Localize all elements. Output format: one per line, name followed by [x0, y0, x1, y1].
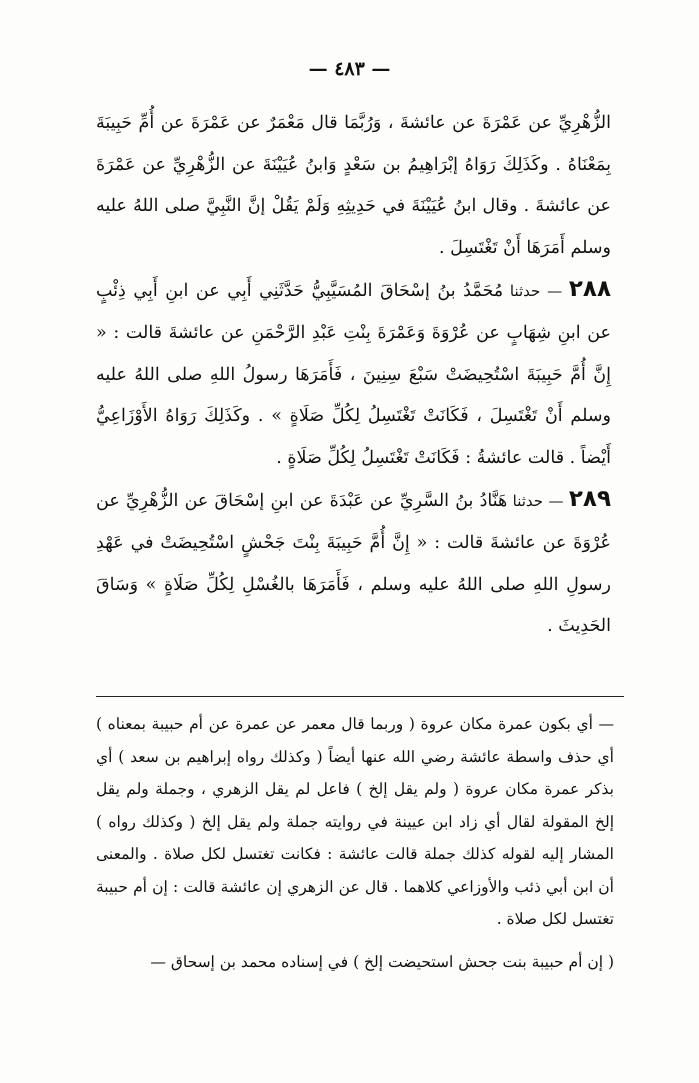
footnotes — [96, 708, 614, 978]
text-line: اسْتُحِيضَتْ في عَهْدِ رسولِ اللهِ صلى اللهُ عليه وسلم ، فَأَمَرَهَا بالغُسْلِ لِكُلِّ — [96, 532, 611, 595]
text-line: صَلَاةٍ » وَسَاقَ الحَدِيثَ . — [96, 574, 611, 637]
footnote-line: المشار إليه لقوله كذلك جملة قالت عائشة : فكانت تغتسل لكل صلاة . — [152, 845, 614, 863]
footnote-line: والمعنى أن ابن أبي ذئب والأوزاعي كلاهما . قال عن الزهري إن عائشة قالت : — [96, 845, 614, 896]
page-number: — ٤٨٣ — — [308, 58, 391, 80]
text-line: أَنْ تَغْتَسِلَ ، فَكَانَتْ تَغْتَسِلُ لِكُلِّ صَلَاةٍ » . وكَذَلِكَ رَوَاهُ الأَوْزَاعِيُّ — [96, 406, 563, 427]
text-line: بِمَعْنَاهُ . وكَذَلِكَ رَوَاهُ إبْرَاهِيمُ بن سَعْدٍ وَابنُ عُيَيْنَةَ عن الزُّهْرِيِّ عن — [142, 154, 611, 175]
footnote-block — [96, 708, 614, 936]
footnote-line: — أي بكون عمرة مكان عروة ( وربما قال معمر عن عمرة عن أم حبيبة بمعناه ) — [96, 715, 614, 733]
paragraph-continuation — [96, 103, 611, 269]
footnote-line: إن أم حبيبة تغتسل لكل صلاة . — [96, 877, 614, 928]
main-text — [96, 103, 611, 648]
hadith-intro: — حدثنا — [507, 492, 569, 511]
hadith-288 — [96, 269, 611, 479]
footnote-line: ( إن أم حبيبة بنت جحش استحيضت إلخ ) في إسناده محمد بن إسحاق — — [150, 952, 614, 971]
text-line: « إِنَّ أُمَّ حَبِيبَةَ اسْتُحِيضَتْ سَبْعَ سِنِينَ ، فَأَمَرَهَا رسولُ اللهِ صلى اللهُ عليه وسلم — [96, 322, 611, 427]
text-line: وسلم أَمَرَهَا أَنْ تَغْتَسِلَ . — [439, 237, 611, 258]
hadith-number: ٢٨٨ — [568, 276, 611, 303]
footnote-line: أي بذكر عمرة مكان عروة ( ولم يقل إلخ ) فاعل لم يقل الزهري ، وجملة ولم — [96, 747, 614, 798]
hadith-number: ٢٨٩ — [568, 486, 611, 513]
text-line: عَمْرَةَ عن عائشةَ . وقال ابنُ عُيَيْنَةَ في حَدِيثِهِ وَلَمْ يَقُلْ إنَّ النَّبِيَّ صلى اللهُ عليه — [96, 154, 611, 217]
footnote-line: يقل إلخ المقولة لقال أي زاد ابن عيينة في روايته جملة ولم يقل إلخ ( وكذلك رواه ) — [96, 780, 614, 831]
hadith-289 — [96, 479, 611, 647]
footnote-line: أي حذف واسطة عائشة رضي الله عنها أيضاً ( وكذلك رواه إبراهيم بن سعد ) — [118, 747, 614, 766]
footnote-divider — [96, 696, 624, 697]
hadith-intro: — حدثنا — [503, 282, 569, 301]
text-line: أَيْضاً . قالت عائشةُ : فَكَانَتْ تَغْتَسِلُ لِكُلِّ صَلَاةٍ . — [276, 447, 611, 468]
text-line: هَنَّادُ بنُ السَّرِيِّ عن عَبْدَةَ عن ابنِ إسْحَاقَ عن — [184, 491, 508, 512]
text-line: الزُّهْرِيِّ عن عُرْوَةَ عن عائشةَ قالت : « إِنَّ أُمَّ حَبِيبَةَ بِنْتَ جَحْشٍ — [96, 491, 611, 553]
text-line: الزُّهْرِيِّ عن عَمْرَةَ عن عائشةَ ، وَرُبَّمَا قال مَعْمَرٌ عن عَمْرَةَ عن أُمِّ حَبِيبَةَ — [96, 113, 611, 133]
text-line: مُحَمَّدُ بنُ إسْحَاقَ المُسَيَّبِيُّ حَدَّثَنِي أَبِي عن ابنِ أَبِي ذِئْبٍ — [96, 281, 504, 302]
text-line: عن ابنِ شِهَابٍ عن عُرْوَةَ وَعَمْرَةَ بِنْتِ عَبْدِ الرَّحْمَنِ عن عائشةَ قالت : — [113, 322, 611, 343]
footnote-last — [96, 946, 614, 979]
